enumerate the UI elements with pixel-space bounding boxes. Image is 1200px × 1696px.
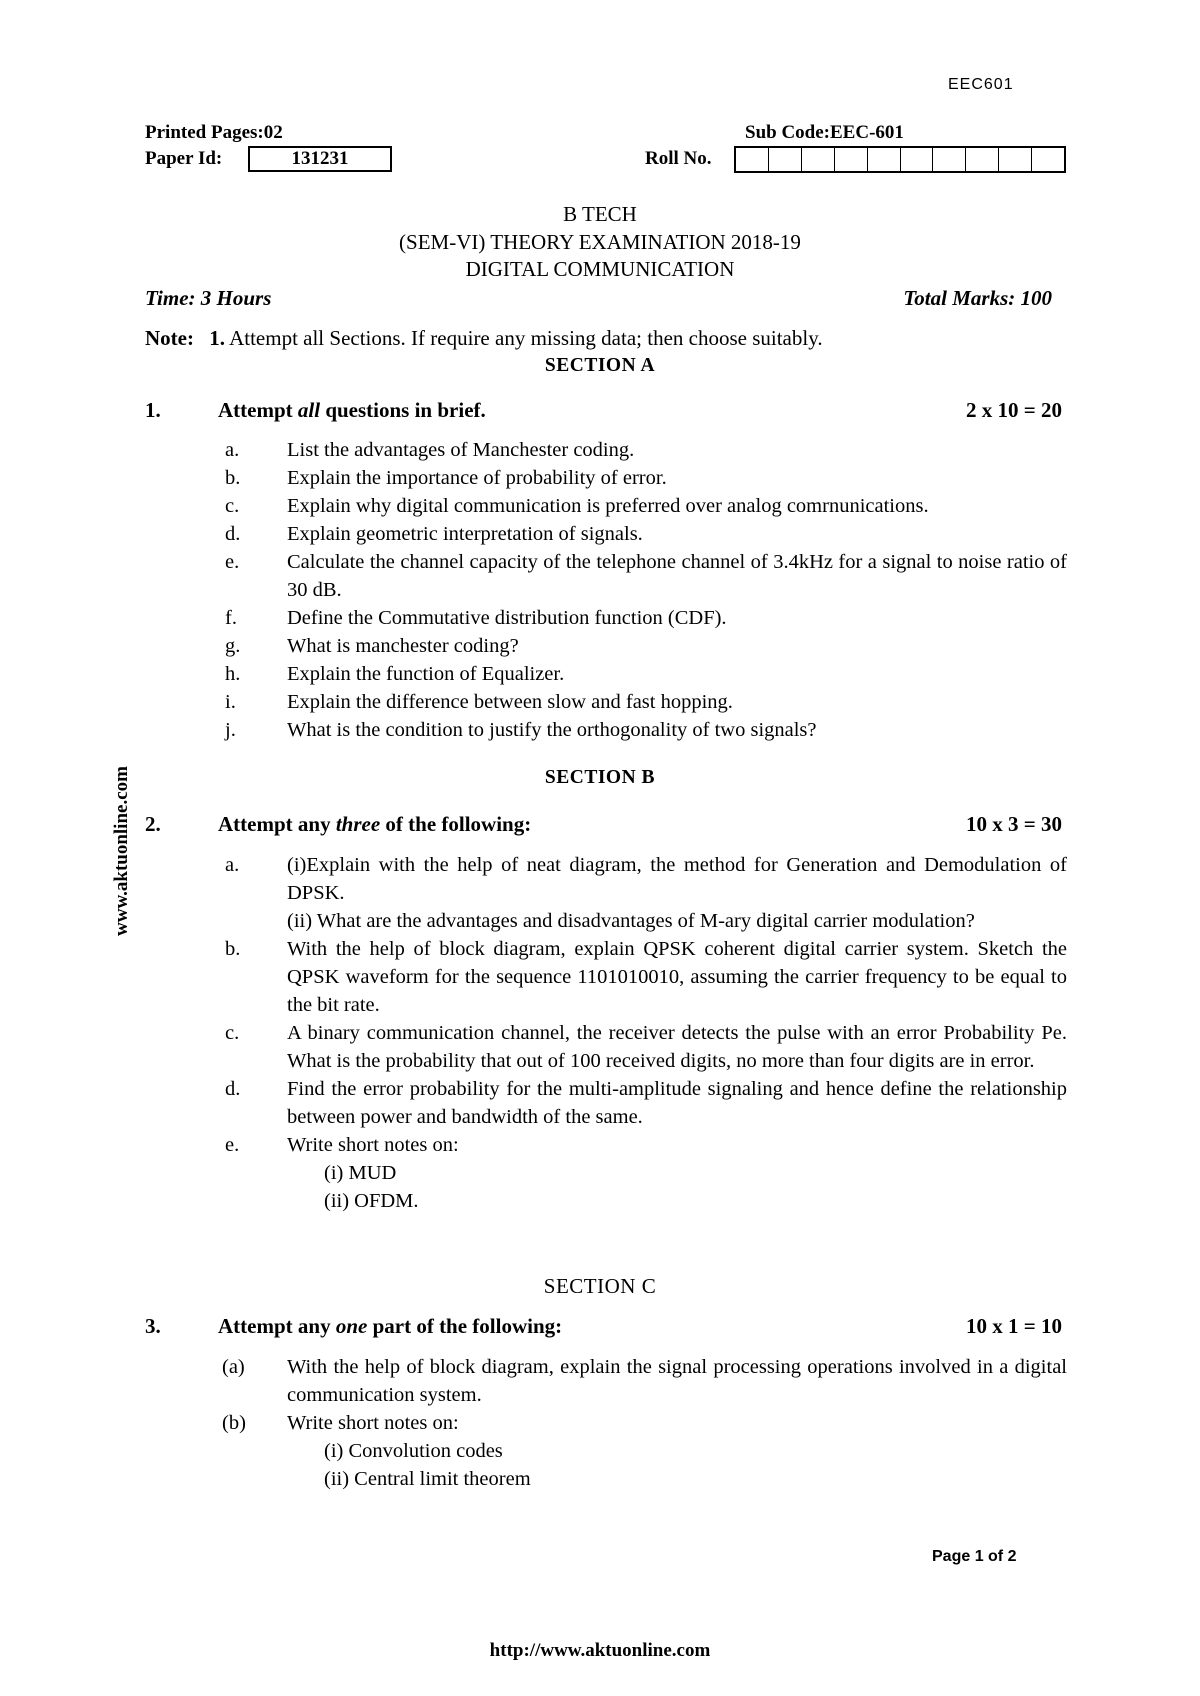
- section-b-list: [0, 851, 1200, 1215]
- page-number: Page 1 of 2: [932, 1548, 1017, 1565]
- paper-id-label: Paper Id:: [145, 148, 223, 169]
- note-label: Note:: [145, 326, 194, 350]
- list-item: [0, 935, 1200, 1019]
- roll-no-cell: [835, 148, 868, 171]
- q3-title-em: one: [335, 1314, 368, 1338]
- list-item: [0, 464, 1200, 492]
- q2-title: [218, 812, 531, 837]
- q1-title-pre: Attempt: [218, 398, 298, 422]
- title-line-2: (SEM-VI) THEORY EXAMINATION 2018-19: [399, 230, 801, 254]
- item-text: What is manchester coding?: [287, 635, 519, 657]
- total-marks: Total Marks: 100: [903, 286, 1052, 310]
- roll-no-cell: [802, 148, 835, 171]
- list-item: [0, 660, 1200, 688]
- note: [145, 326, 823, 351]
- course-code-top: EEC601: [948, 76, 1014, 93]
- section-a-heading: SECTION A: [544, 355, 656, 376]
- item-text: Explain the importance of probability of error.: [287, 467, 667, 489]
- q1-title-em: all: [297, 398, 321, 422]
- item-text: List the advantages of Manchester coding.: [287, 439, 635, 461]
- roll-no-cell: [966, 148, 999, 171]
- item-text: What is the condition to justify the orthogonality of two signals?: [287, 719, 817, 741]
- list-item: [0, 604, 1200, 632]
- q1-marks: 2 x 10 = 20: [966, 398, 1062, 422]
- item-text: Calculate the channel capacity of the telephone channel of 3.4kHz for a signal to noise ratio of 30 dB.: [287, 551, 1067, 601]
- item-letter: b.: [225, 467, 241, 489]
- item-letter: a.: [225, 439, 240, 461]
- section-b-heading: SECTION B: [544, 767, 656, 788]
- section-a-list: [0, 436, 1200, 744]
- q1-title: [218, 398, 486, 423]
- list-item: [0, 716, 1200, 744]
- item-text: Explain the function of Equalizer.: [287, 663, 565, 685]
- q3-title: [218, 1314, 562, 1339]
- q2-title-pre: Attempt any: [218, 812, 336, 836]
- item-letter: c.: [225, 495, 240, 517]
- list-item: [0, 851, 1200, 935]
- item-letter: b.: [225, 938, 241, 960]
- item-letter: d.: [225, 523, 241, 545]
- section-c-heading: SECTION C: [543, 1274, 657, 1298]
- exam-time: Time: 3 Hours: [145, 286, 272, 310]
- q1-number: 1.: [145, 398, 161, 422]
- item-letter: (a): [222, 1356, 245, 1378]
- list-item: [0, 632, 1200, 660]
- q3-number: 3.: [145, 1314, 161, 1338]
- section-c-list: [0, 1353, 1200, 1493]
- sub-code: Sub Code:EEC-601: [745, 122, 904, 143]
- title-line-1: B TECH: [563, 202, 637, 226]
- item-letter: c.: [225, 1022, 240, 1044]
- q1-title-post: questions in brief.: [320, 398, 486, 422]
- item-letter: (b): [222, 1412, 246, 1434]
- list-item: [0, 548, 1200, 604]
- item-letter: a.: [225, 854, 240, 876]
- list-item: [0, 492, 1200, 520]
- sub-item: (i) Convolution codes: [324, 1440, 503, 1462]
- roll-no-cell: [736, 148, 769, 171]
- printed-pages: Printed Pages:02: [145, 122, 283, 143]
- title-line-3: DIGITAL COMMUNICATION: [465, 257, 735, 281]
- roll-no-cell: [1032, 148, 1064, 171]
- q3-marks: 10 x 1 = 10: [966, 1314, 1062, 1338]
- roll-no-cell: [999, 148, 1032, 171]
- roll-no-cell: [933, 148, 966, 171]
- item-text: (ii) What are the advantages and disadvantages of M-ary digital carrier modulation?: [287, 910, 975, 932]
- roll-no-boxes: [734, 146, 1066, 173]
- item-text: Find the error probability for the multi-amplitude signaling and hence define the relationship between power and bandwidth of the same.: [287, 1078, 1067, 1128]
- roll-no-cell: [901, 148, 934, 171]
- side-watermark: www.aktuonline.com: [111, 766, 132, 936]
- list-item: [0, 1131, 1200, 1215]
- item-text: Write short notes on:: [287, 1412, 459, 1434]
- roll-no-cell: [769, 148, 802, 171]
- list-item: [0, 520, 1200, 548]
- list-item: [0, 688, 1200, 716]
- roll-no-label: Roll No.: [645, 148, 712, 169]
- list-item: [0, 1075, 1200, 1131]
- q2-title-post: of the following:: [380, 812, 532, 836]
- list-item: [0, 1019, 1200, 1075]
- item-text: Explain the difference between slow and fast hopping.: [287, 691, 733, 713]
- paper-id-box: 131231: [248, 146, 392, 172]
- q2-marks: 10 x 3 = 30: [966, 812, 1062, 836]
- q2-title-em: three: [335, 812, 381, 836]
- item-text: Write short notes on:: [287, 1134, 459, 1156]
- item-text: Explain why digital communication is preferred over analog comrnunications.: [287, 495, 929, 517]
- item-letter: j.: [225, 719, 236, 741]
- item-letter: e.: [225, 551, 240, 573]
- item-text: Define the Commutative distribution function (CDF).: [287, 607, 727, 629]
- item-letter: f.: [225, 607, 237, 629]
- list-item: [0, 1353, 1200, 1409]
- note-text: Attempt all Sections. If require any missing data; then choose suitably.: [229, 326, 823, 350]
- item-letter: g.: [225, 635, 241, 657]
- list-item: [0, 1409, 1200, 1493]
- roll-no-cell: [868, 148, 901, 171]
- item-text: With the help of block diagram, explain the signal processing operations involved in a digital communication system.: [287, 1356, 1067, 1406]
- q2-number: 2.: [145, 812, 161, 836]
- footer-url[interactable]: http://www.aktuonline.com: [489, 1640, 711, 1661]
- item-letter: d.: [225, 1078, 241, 1100]
- item-text: With the help of block diagram, explain QPSK coherent digital carrier system. Sketch the QPSK waveform for the sequence 1101010010, assuming the carrier frequency to be equal to the bit rate.: [287, 938, 1067, 1016]
- item-letter: e.: [225, 1134, 240, 1156]
- sub-item: (ii) OFDM.: [324, 1190, 419, 1212]
- item-text: (i)Explain with the help of neat diagram, the method for Generation and Demodulation of DPSK.: [287, 854, 1067, 904]
- sub-item: (i) MUD: [324, 1162, 397, 1184]
- item-text: A binary communication channel, the receiver detects the pulse with an error Probability Pe. What is the probability that out of 100 received digits, no more than four digits are in error.: [287, 1022, 1067, 1072]
- item-letter: i.: [225, 691, 236, 713]
- item-letter: h.: [225, 663, 241, 685]
- sub-item: (ii) Central limit theorem: [324, 1468, 531, 1490]
- list-item: [0, 436, 1200, 464]
- q3-title-pre: Attempt any: [218, 1314, 336, 1338]
- item-text: Explain geometric interpretation of signals.: [287, 523, 643, 545]
- q3-title-post: part of the following:: [367, 1314, 563, 1338]
- note-number: 1.: [209, 326, 225, 350]
